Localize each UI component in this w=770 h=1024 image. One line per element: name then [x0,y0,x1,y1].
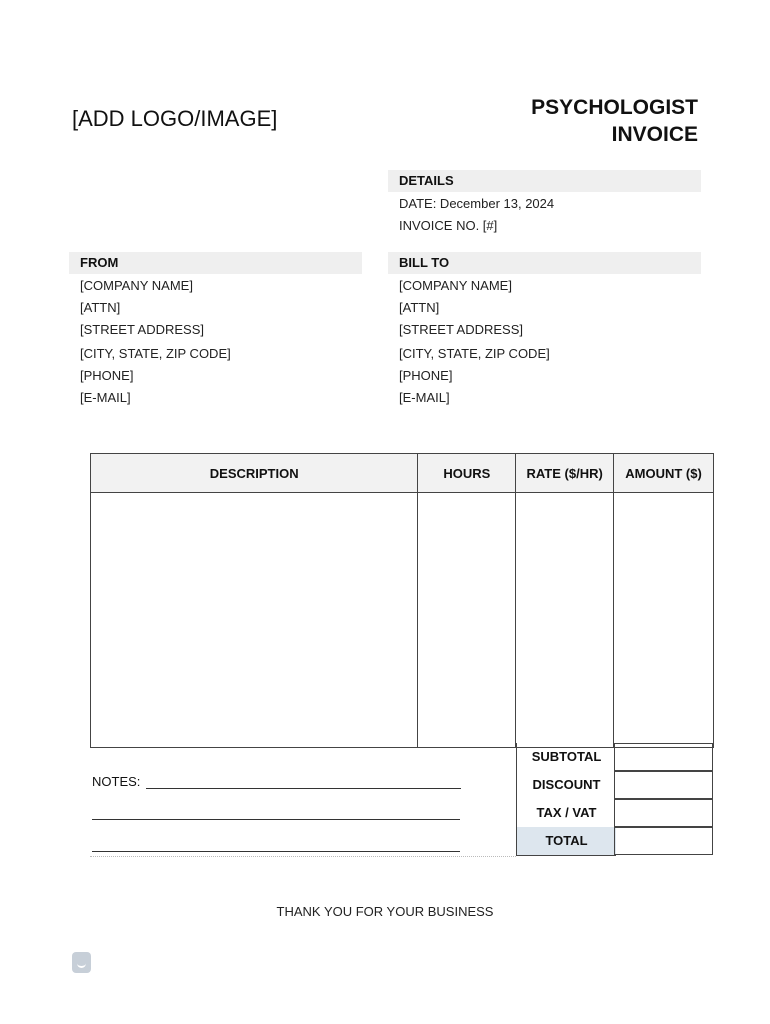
notes-line-3[interactable] [92,851,460,852]
bill-to-street: [STREET ADDRESS] [399,322,524,337]
bill-to-city: [CITY, STATE, ZIP CODE] [399,346,550,361]
discount-value[interactable] [614,771,713,799]
invoice-number: INVOICE NO. [#] [399,218,498,233]
notes-label: NOTES: [92,774,141,789]
discount-label: DISCOUNT [516,771,616,799]
from-phone: [PHONE] [80,368,134,383]
bill-to-heading: BILL TO [388,252,701,274]
thank-you-message: THANK YOU FOR YOUR BUSINESS [276,904,494,919]
notes-line-2[interactable] [92,819,460,820]
rate-cell[interactable] [516,493,614,748]
description-cell[interactable] [91,493,418,748]
from-company: [COMPANY NAME] [80,278,193,293]
notes-line-1[interactable] [146,788,461,789]
from-heading: FROM [69,252,362,274]
column-amount: AMOUNT ($) [614,454,714,493]
tax-value[interactable] [614,799,713,827]
from-street: [STREET ADDRESS] [80,322,205,337]
hours-cell[interactable] [418,493,516,748]
from-attn: [ATTN] [80,300,121,315]
title-line-2: INVOICE [611,123,698,146]
amount-cell[interactable] [614,493,714,748]
items-table [90,453,714,748]
total-value[interactable] [614,827,713,855]
items-body-row [91,493,714,748]
items-header-row [91,454,714,493]
subtotal-label: SUBTOTAL [516,743,616,771]
from-city: [CITY, STATE, ZIP CODE] [80,346,231,361]
total-label: TOTAL [516,827,616,856]
column-description: DESCRIPTION [91,454,418,493]
from-email: [E-MAIL] [80,390,131,405]
title-line-1: PSYCHOLOGIST [531,96,698,119]
invoice-date: DATE: December 13, 2024 [399,196,555,211]
subtotal-value[interactable] [614,743,713,771]
bottom-divider [90,856,516,857]
bill-to-phone: [PHONE] [399,368,453,383]
column-rate: RATE ($/HR) [516,454,614,493]
column-hours: HOURS [418,454,516,493]
bill-to-company: [COMPANY NAME] [399,278,512,293]
bill-to-attn: [ATTN] [399,300,440,315]
details-heading: DETAILS [388,170,701,192]
logo-placeholder: [ADD LOGO/IMAGE] [72,106,278,131]
tax-label: TAX / VAT [516,799,616,827]
document-title [531,94,698,148]
bill-to-email: [E-MAIL] [399,390,450,405]
document-brand-icon [72,952,91,973]
